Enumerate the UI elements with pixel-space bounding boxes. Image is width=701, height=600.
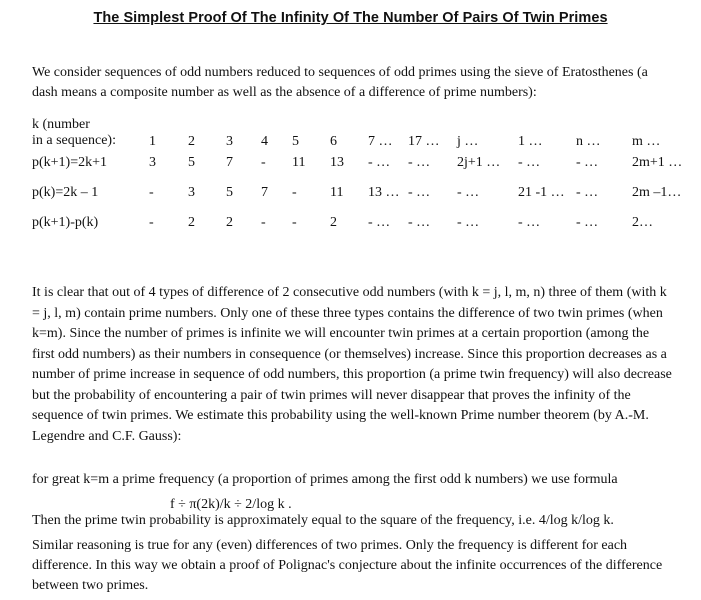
table-cell: 21 -1 … [518,185,565,200]
table-cell: - [261,215,266,230]
table-cell: 2… [632,215,653,230]
table-cell: 2m+1 … [632,155,683,170]
formula: f ÷ π(2k)/k ÷ 2/log k . [170,497,292,512]
table-cell: - … [457,215,480,230]
table-cell: n … [576,134,601,149]
table-cell: 5 [292,134,299,149]
table-cell: - … [518,215,541,230]
prime-sequence-table [32,117,692,245]
table-row-pk [32,185,692,215]
table-cell: - … [408,185,431,200]
row-label-line1: k (number [32,117,90,132]
table-cell: 17 … [408,134,440,149]
table-cell: 1 [149,134,156,149]
table-cell: 7 [226,155,233,170]
table-cell: - [149,215,154,230]
table-cell: 3 [149,155,156,170]
table-cell: - … [576,185,599,200]
table-cell: - … [368,155,391,170]
table-cell: 7 [261,185,268,200]
table-row-diff [32,215,692,245]
intro-paragraph: We consider sequences of odd numbers reduced to sequences of odd primes using the sieve of Eratosthenes (a dash means a composite number as well as the absence of a difference of prime numbers): [32,65,648,100]
table-cell: 11 [292,155,306,170]
row-label: p(k+1)-p(k) [32,215,99,230]
table-cell: 1 … [518,134,543,149]
then-paragraph: Then the prime twin probability is approximately equal to the square of the frequency, i.e. 4/log k/log k. [32,513,614,528]
table-row-pk1 [32,155,692,185]
table-cell: 2 [188,215,195,230]
table-cell: 2m –1… [632,185,682,200]
similar-paragraph: Similar reasoning is true for any (even) differences of two primes. Only the frequency is different for each difference. In this way we obtain a proof of Polignac's conjecture about the infinite occurrences of the difference between two primes. [32,538,663,593]
table-cell: m … [632,134,661,149]
table-cell: 13 … [368,185,400,200]
table-cell: 4 [261,134,268,149]
table-cell: 2j+1 … [457,155,501,170]
table-cell: 6 [330,134,337,149]
row-label: p(k)=2k – 1 [32,185,99,200]
table-cell: - [149,185,154,200]
row-label [32,117,116,149]
table-cell: 2 [226,215,233,230]
table-cell: 2 [188,134,195,149]
table-cell: 3 [188,185,195,200]
table-cell: - … [368,215,391,230]
table-cell: 7 … [368,134,393,149]
table-cell: - … [576,215,599,230]
great-paragraph: for great k=m a prime frequency (a proportion of primes among the first odd k numbers) we use formula [32,472,618,487]
row-label-line2: in a sequence): [32,133,116,148]
table-cell: 5 [188,155,195,170]
table-cell: - … [518,155,541,170]
table-cell: j … [457,134,479,149]
table-cell: - [261,155,266,170]
table-cell: - … [408,155,431,170]
table-cell: - [292,185,297,200]
row-label: p(k+1)=2k+1 [32,155,108,170]
table-row-k [32,117,692,155]
table-cell: 3 [226,134,233,149]
table-cell: - … [576,155,599,170]
body-paragraph: It is clear that out of 4 types of difference of 2 consecutive odd numbers (with k = j, l, m, n) three of them (with k = j, l, m) contain prime numbers. Only one of these three types contains the difference of two twin primes (when k=m). Since the number of primes is infinite we will encounter twin primes at a certain proportion (among the first odd numbers) as their numbers in consequence (or themselves) increase. Since this proportion decreases as a number of prime increase in sequence of odd numbers, this proportion (a prime twin frequency) will also decrease but the probability of encountering a pair of twin primes will never disappear that proves the infinity of the sequence of twin primes. We estimate this probability using the well-known Prime number theorem (by A.-M. Legendre and C.F. Gauss): [32,285,672,444]
table-cell: 2 [330,215,337,230]
table-cell: - … [457,185,480,200]
table-cell: - … [408,215,431,230]
document-title: The Simplest Proof Of The Infinity Of The Number Of Pairs Of Twin Primes [93,10,608,26]
table-cell: 13 [330,155,344,170]
table-cell: - [292,215,297,230]
table-cell: 11 [330,185,344,200]
table-cell: 5 [226,185,233,200]
